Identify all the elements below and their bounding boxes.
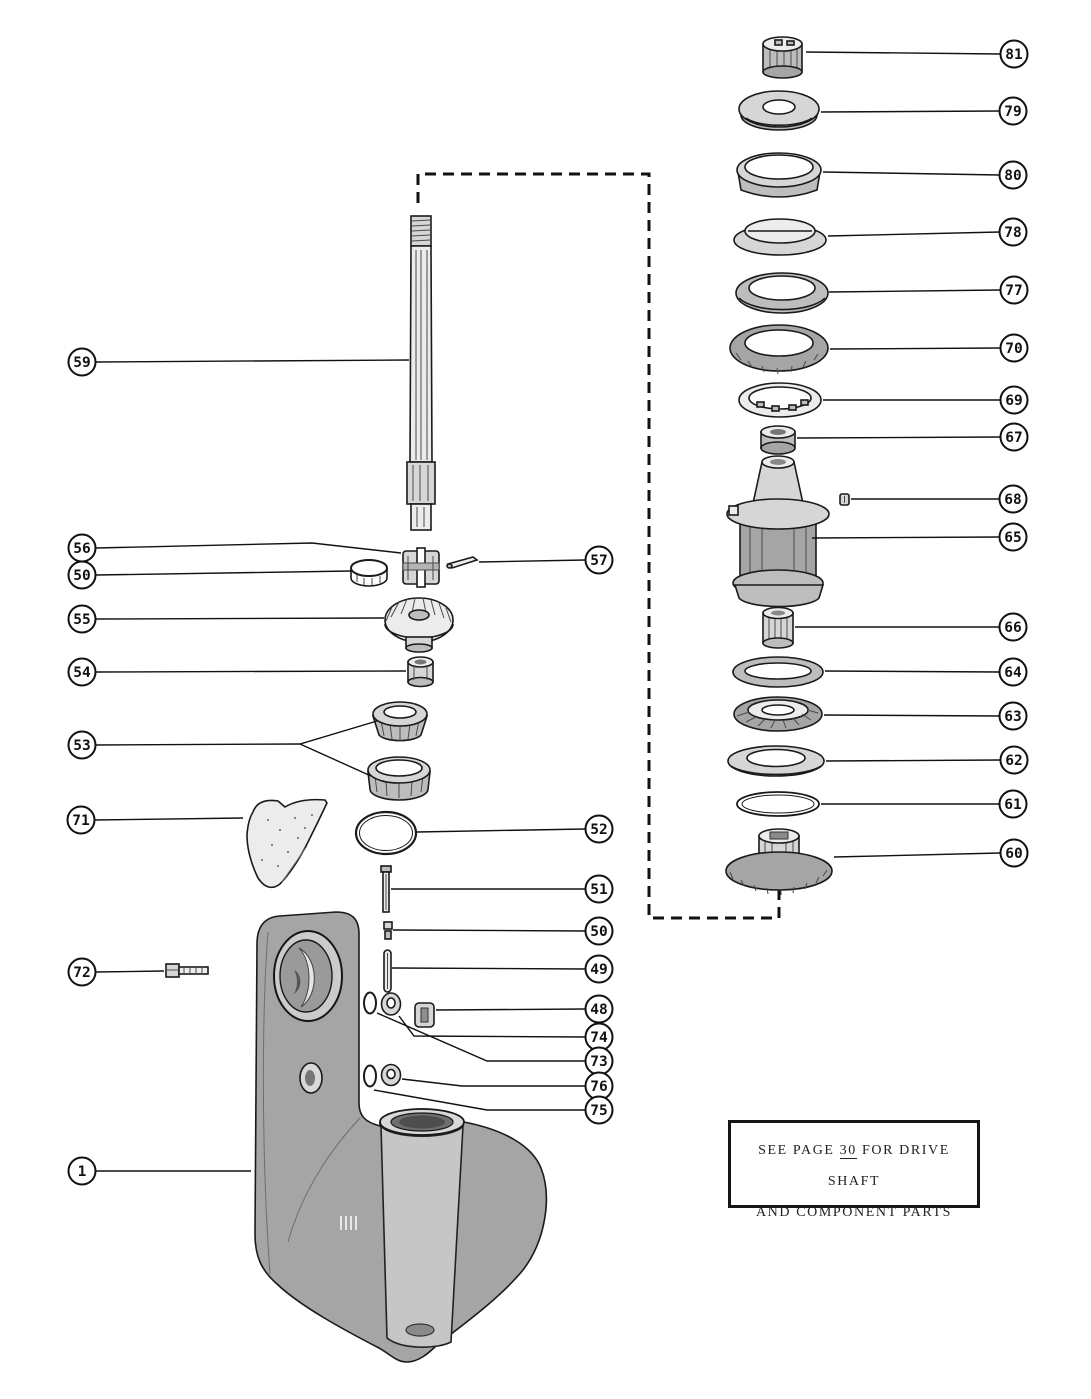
part-63-ball-bearing (734, 697, 822, 731)
note-text-post: FOR DRIVE SHAFT (827, 1143, 950, 1189)
svg-text:52: 52 (590, 822, 608, 838)
callout-49 (392, 956, 613, 983)
svg-text:48: 48 (590, 1002, 608, 1018)
part-1-gear-housing (255, 912, 546, 1362)
callout-55 (69, 606, 385, 633)
part-48-detent-block (415, 1003, 434, 1027)
part-78-oil-seal-cap (734, 219, 826, 255)
svg-text:70: 70 (1005, 341, 1023, 357)
part-57-cross-pin (447, 557, 477, 568)
svg-text:60: 60 (1005, 846, 1023, 862)
callout-73 (377, 1013, 613, 1075)
callout-48 (436, 996, 613, 1023)
callout-76 (402, 1073, 613, 1100)
callout-53 (69, 721, 378, 776)
callout-51 (391, 876, 613, 903)
callout-81 (806, 41, 1028, 68)
note-text-pre: SEE PAGE (758, 1143, 840, 1158)
svg-text:80: 80 (1004, 168, 1022, 184)
callout-65 (812, 524, 1027, 551)
part-75-ring (364, 1066, 376, 1087)
svg-text:56: 56 (73, 541, 91, 557)
callout-57 (479, 547, 613, 574)
part-62-thrust-washer (728, 746, 824, 776)
svg-text:55: 55 (73, 612, 91, 628)
svg-text:57: 57 (590, 553, 608, 569)
part-81-locknut (763, 37, 802, 78)
part-59-propeller-shaft (407, 216, 435, 530)
part-73-ring (364, 993, 376, 1014)
callout-62 (826, 747, 1028, 774)
svg-text:77: 77 (1005, 283, 1023, 299)
svg-text:1: 1 (77, 1164, 87, 1180)
svg-text:62: 62 (1005, 753, 1023, 769)
part-70-toothed-ring (730, 325, 828, 374)
svg-text:51: 51 (590, 882, 608, 898)
part-79-tab-washer (739, 91, 819, 130)
callout-80 (823, 162, 1027, 189)
part-55-forward-gear (385, 598, 453, 652)
callout-64 (825, 659, 1027, 686)
svg-text:50: 50 (73, 568, 91, 584)
part-72-screw (166, 964, 208, 977)
callout-50-mid (393, 918, 613, 945)
note-box (728, 1120, 980, 1220)
svg-text:63: 63 (1004, 709, 1022, 725)
callout-67 (797, 424, 1028, 451)
part-53-bearing-cone (373, 702, 427, 741)
svg-text:67: 67 (1005, 430, 1023, 446)
svg-text:81: 81 (1005, 47, 1023, 63)
svg-text:65: 65 (1004, 530, 1022, 546)
callout-68 (851, 486, 1027, 513)
callout-56 (69, 535, 402, 562)
svg-text:50: 50 (590, 924, 608, 940)
part-64-o-ring (733, 657, 823, 687)
part-60-reverse-gear (726, 829, 832, 895)
callout-54 (69, 659, 407, 686)
note-line-1 (731, 1135, 977, 1197)
svg-text:49: 49 (590, 962, 608, 978)
svg-text:64: 64 (1004, 665, 1022, 681)
callout-79 (821, 98, 1027, 125)
svg-text:73: 73 (590, 1054, 608, 1070)
part-51-shift-rod (381, 866, 391, 912)
callout-52 (417, 816, 613, 843)
callout-66 (795, 614, 1027, 641)
callout-72 (69, 959, 165, 986)
callout-71 (68, 807, 244, 834)
part-65-bearing-carrier (727, 456, 829, 607)
callout-63 (824, 703, 1027, 730)
part-50-clip (384, 922, 392, 939)
svg-text:59: 59 (73, 355, 91, 371)
callout-69 (823, 387, 1028, 414)
svg-text:72: 72 (73, 965, 91, 981)
part-61-o-ring (737, 792, 819, 816)
note-line-2: AND COMPONENT PARTS (755, 1205, 953, 1220)
svg-text:68: 68 (1004, 492, 1022, 508)
part-49-pin (384, 950, 391, 992)
part-67-bushing (761, 426, 795, 454)
part-54-bushing (408, 657, 433, 687)
part-56-sliding-clutch (403, 548, 439, 587)
housing-shaft-tube (380, 1109, 464, 1347)
svg-text:78: 78 (1004, 225, 1022, 241)
svg-text:79: 79 (1004, 104, 1022, 120)
callout-1 (69, 1158, 252, 1185)
callout-60 (834, 840, 1028, 867)
svg-text:75: 75 (590, 1103, 608, 1119)
svg-text:53: 53 (73, 738, 91, 754)
part-74-washer (382, 993, 401, 1015)
part-71-trim-tab (247, 800, 327, 888)
callout-50-left (69, 562, 352, 589)
svg-text:66: 66 (1004, 620, 1022, 636)
part-68-pin (840, 494, 849, 505)
callout-70 (830, 335, 1028, 362)
svg-text:74: 74 (590, 1030, 608, 1046)
svg-text:71: 71 (72, 813, 90, 829)
svg-text:69: 69 (1005, 393, 1023, 409)
part-76-washer (382, 1065, 401, 1086)
part-69-tabbed-washer (739, 383, 821, 417)
part-53-bearing-cup (368, 757, 430, 800)
note-page-number: 30 (839, 1143, 857, 1158)
callout-77 (829, 277, 1028, 304)
part-77-seal-ring (736, 273, 828, 313)
svg-text:76: 76 (590, 1079, 608, 1095)
part-50-retaining-spring (351, 560, 387, 586)
svg-text:61: 61 (1004, 797, 1022, 813)
callout-61 (821, 791, 1027, 818)
svg-text:54: 54 (73, 665, 91, 681)
part-80-bearing-cup (737, 153, 821, 197)
callout-78 (828, 219, 1027, 246)
part-66-roller-bearing (763, 608, 793, 649)
part-52-o-ring (356, 812, 416, 854)
callout-59 (69, 349, 410, 376)
